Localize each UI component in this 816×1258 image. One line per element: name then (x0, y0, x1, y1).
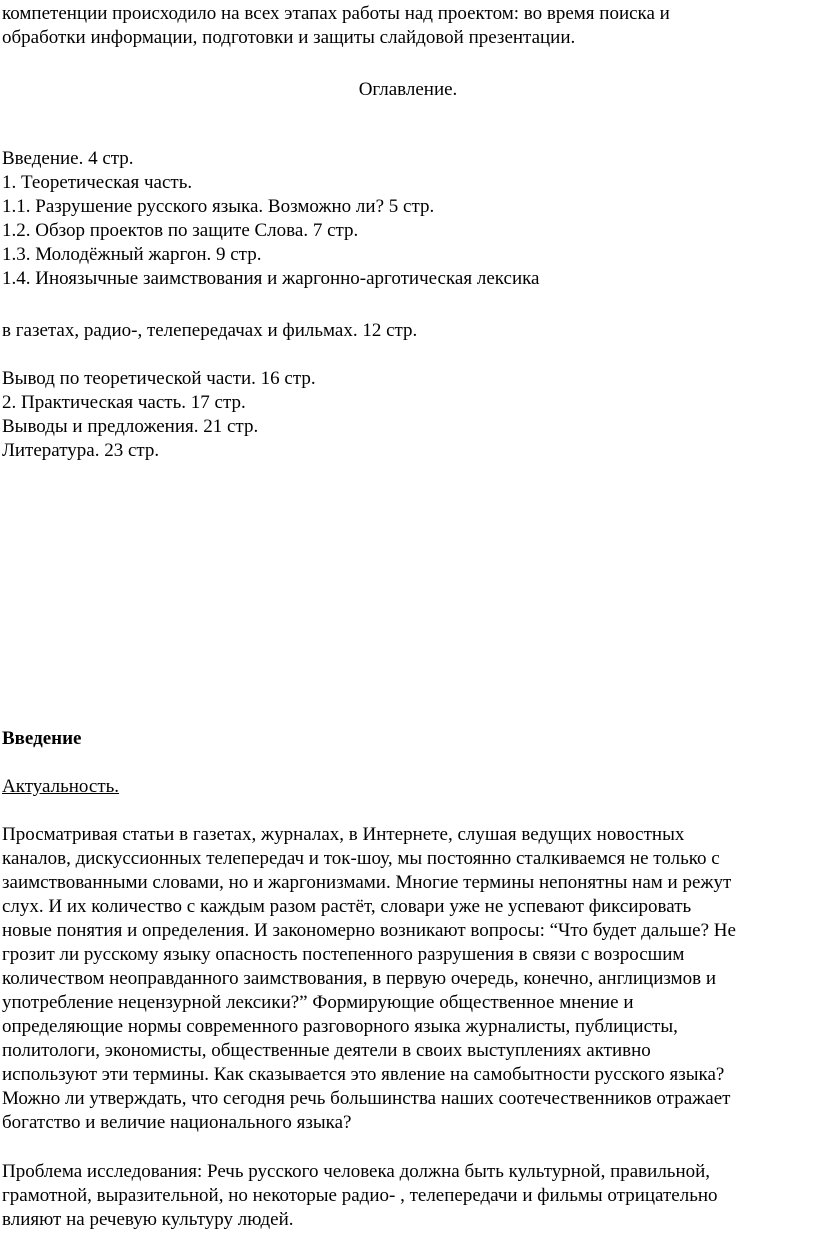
paragraph-line: новые понятия и определения. И закономерно возникают вопросы: “Что будет дальше? Не (2, 920, 736, 941)
body-paragraph (2, 823, 814, 1135)
paragraph-line: заимствованными словами, но и жаргонизмами. Многие термины непонятны нам и режут (2, 872, 732, 893)
paragraph-line: Проблема исследования: Речь русского человека должна быть культурной, правильной, (2, 1161, 711, 1182)
toc-item-continuation: в газетах, радио-, телепередачах и фильмах. 12 стр. (2, 320, 418, 341)
paragraph-line: определяющие нормы современного разговорного языка журналисты, публицисты, (2, 1016, 678, 1037)
intro-line: компетенции происходило на всех этапах работы над проектом: во время поиска и (2, 3, 670, 24)
toc-item: Литература. 23 стр. (2, 440, 160, 461)
section-heading: Введение (2, 728, 82, 749)
toc-item: 1.1. Разрушение русского языка. Возможно ли? 5 стр. (2, 196, 435, 217)
paragraph-line: влияют на речевую культуру людей. (2, 1209, 294, 1230)
paragraph-line: слух. И их количество с каждым разом растёт, словари уже не успевают фиксировать (2, 896, 692, 917)
toc-item: 1.3. Молодёжный жаргон. 9 стр. (2, 244, 262, 265)
subheading-text: Актуальность. (2, 776, 120, 797)
toc-item: Введение. 4 стр. (2, 148, 134, 169)
paragraph-line: Можно ли утверждать, что сегодня речь большинства наших соотечественников отражает (2, 1088, 731, 1109)
paragraph-line: Просматривая статьи в газетах, журналах, в Интернете, слушая ведущих новостных (2, 824, 685, 845)
paragraph-line: политологи, экономисты, общественные деятели в своих выступлениях активно (2, 1040, 651, 1061)
paragraph-line: богатство и величие национального языка? (2, 1112, 352, 1133)
toc-heading: Оглавление. (358, 79, 458, 100)
toc-item: 1.2. Обзор проектов по защите Слова. 7 стр. (2, 220, 359, 241)
intro-paragraph (2, 2, 814, 50)
toc-item: 2. Практическая часть. 17 стр. (2, 392, 246, 413)
paragraph-line: грозит ли русскому языку опасность постепенного разрушения в связи с возросшим (2, 944, 685, 965)
paragraph-line: количеством неоправданного заимствования, в первую очередь, конечно, англицизмов и (2, 968, 717, 989)
paragraph-line: употребление нецензурной лексики?” Формирующие общественное мнение и (2, 992, 634, 1013)
section-subheading (2, 775, 814, 799)
toc-item: Выводы и предложения. 21 стр. (2, 416, 259, 437)
toc-item: 1.4. Иноязычные заимствования и жаргонно-арготическая лексика (2, 268, 540, 289)
intro-line: обработки информации, подготовки и защиты слайдовой презентации. (2, 27, 576, 48)
paragraph-line: каналов, дискуссионных телепередач и ток-шоу, мы постоянно сталкиваемся не только с (2, 848, 720, 869)
toc-item: 1. Теоретическая часть. (2, 172, 193, 193)
problem-paragraph (2, 1160, 814, 1232)
toc-item: Вывод по теоретической части. 16 стр. (2, 368, 316, 389)
toc-list-after (2, 367, 814, 463)
toc-list (2, 147, 814, 291)
paragraph-line: используют эти термины. Как сказывается это явление на самобытности русского языка? (2, 1064, 725, 1085)
paragraph-line: грамотной, выразительной, но некоторые радио- , телепередачи и фильмы отрицательно (2, 1185, 718, 1206)
